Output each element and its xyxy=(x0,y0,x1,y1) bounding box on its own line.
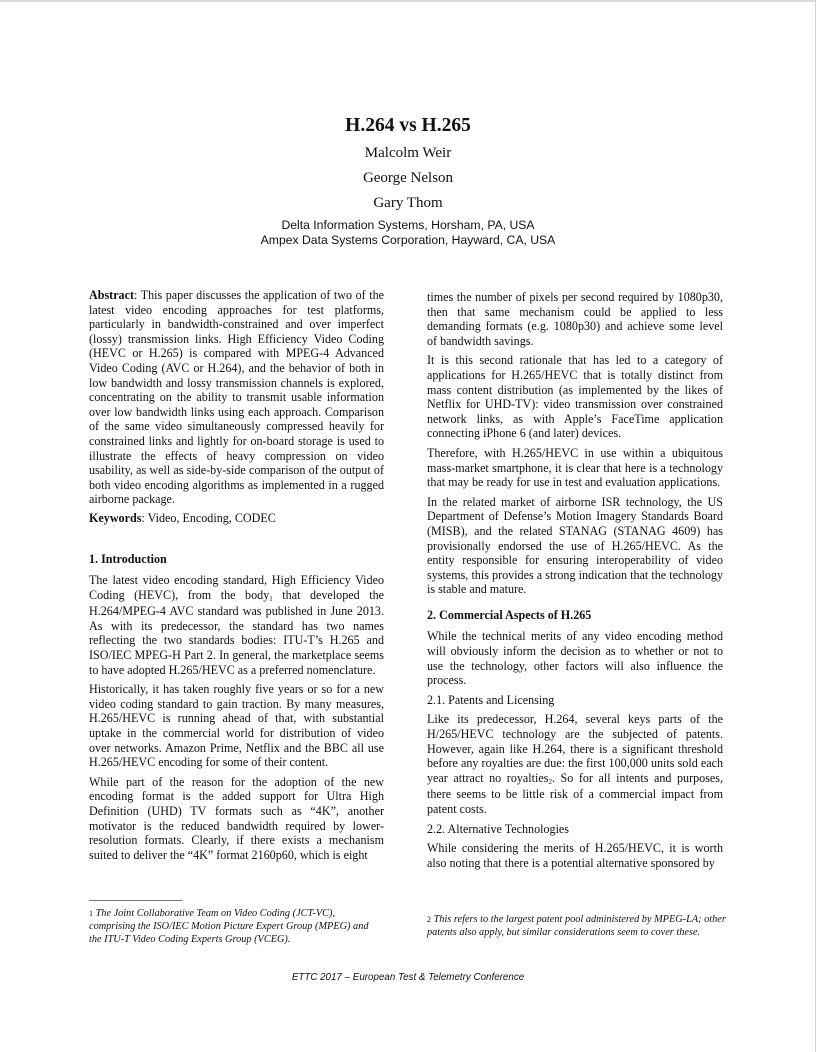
abstract-text: : This paper discusses the application of two of the latest video encoding approaches for test platforms, particularly in bandwidth-constrained and over imperfect (lossy) transmission links. High Efficiency Video Coding (HEVC or H.265) is compared with MPEG-4 Advanced Video Coding (AVC or H.264), and the behavior of both in low bandwidth and lossy transmission channels is explored, concentrating on the ability to transmit usable information over low bandwidth links using each approach. Comparison of the same video simultaneously compressed heavily for constrained links and lightly for on-board storage is used to illustrate the effects of heavy compression on video usability, as well as side-by-side comparison of the output of both video encoding algorithms as implemented in a rugged airborne package. xyxy=(89,288,384,507)
intro-paragraph-1-text-b: that developed the H.264/MPEG-4 AVC standard was published in June 2013. As with its predecessor, the standard has two names reflecting the two standards bodies: ITU-T’s H.265 and ISO/IEC MPEG-H Part 2. In general, the marketplace seems to have adopted H.265/HEVC as a preferred nomenclature. xyxy=(89,587,384,677)
subsection-2-2-heading: 2.2. Alternative Technologies xyxy=(427,821,570,836)
intro-paragraph-1-text-a: The latest video encoding standard, High Efficiency Video Coding (HEVC), from the body xyxy=(89,573,384,602)
intro-paragraph-2: Historically, it has taken roughly five years or so for a new video coding standard to gain traction. By many measures, H.265/HEVC is running ahead of that, with substantial uptake in the commercial world for distribution of video over networks. Amazon Prime, Netflix and the BBC all use H.265/HEVC encoding for some of their content. xyxy=(89,682,384,770)
section-1-heading: 1. Introduction xyxy=(89,551,167,566)
footnote-1 xyxy=(89,907,379,946)
right-paragraph-7: While considering the merits of H.265/HEVC, it is worth also noting that there is a potential alternative sponsored by xyxy=(427,841,723,870)
right-paragraph-6-text-b: . So for all intents and purposes, there seems to be little risk of a commercial impact from patent costs. xyxy=(427,770,724,816)
right-paragraph-2: It is this second rationale that has led to a category of applications for H.265/HEVC that is totally distinct from mass content distribution (as implemented by the likes of Netflix for UHD-TV): video transmission over constrained network links, as with Apple’s FaceTime application connecting iPhone 6 (and later) devices. xyxy=(427,353,723,441)
right-column xyxy=(427,290,723,875)
right-paragraph-6 xyxy=(427,712,723,816)
author-1: Malcolm Weir xyxy=(364,145,452,161)
subsection-2-1-heading: 2.1. Patents and Licensing xyxy=(427,692,555,707)
abstract-label: Abstract xyxy=(89,288,135,302)
footnote-ref-1: 1 xyxy=(269,594,273,603)
footnote-2-number: 2 xyxy=(427,915,431,924)
footnote-ref-2: 2 xyxy=(548,777,552,786)
footnote-2 xyxy=(427,913,727,939)
right-paragraph-4: In the related market of airborne ISR technology, the US Department of Defense’s Motion Imagery Standards Board (MISB), and the related STANAG (STANAG 4609) has provisionally endorsed the use of H.265/HEVC. As the entity responsible for ensuring interoperability of video systems, this provides a strong indication that the technology is stable and mature. xyxy=(427,494,723,597)
footnote-1-number: 1 xyxy=(89,909,93,918)
keywords xyxy=(89,511,384,526)
intro-paragraph-3: While part of the reason for the adoption of the new encoding format is the added support for Ultra High Definition (UHD) TV formats such as “4K”, another motivator is the reduced bandwidth required by lower-resolution formats. Clearly, if there exists a mechanism suited to deliver the “4K” format 2160p60, which is eight xyxy=(89,774,384,862)
section-2-heading: 2. Commercial Aspects of H.265 xyxy=(427,607,592,622)
keywords-text: : Video, Encoding, CODEC xyxy=(141,510,276,525)
footnote-2-text: This refers to the largest patent pool administered by MPEG-LA; other patents also apply, but similar considerations seem to cover these. xyxy=(427,914,726,938)
affiliation-1: Delta Information Systems, Horsham, PA, USA xyxy=(281,218,535,232)
intro-paragraph-1 xyxy=(89,573,384,677)
page-top-border xyxy=(0,0,816,2)
page-footer: ETTC 2017 – European Test & Telemetry Conference xyxy=(291,972,525,983)
footnote-divider xyxy=(89,900,182,901)
author-3: Gary Thom xyxy=(373,195,443,211)
footnote-1-text: The Joint Collaborative Team on Video Coding (JCT-VC), comprising the ISO/IEC Motion Picture Expert Group (MPEG) and the ITU-T Video Coding Experts Group (VCEG). xyxy=(89,908,369,945)
right-paragraph-6-text-a: Like its predecessor, H.264, several keys parts of the H/265/HEVC technology are the subjected of patents. However, again like H.264, there is a significant threshold before any royalties are due: the first 100,000 units sold each year attract no royalties xyxy=(427,712,723,785)
paper-title: H.264 vs H.265 xyxy=(345,115,471,136)
author-2: George Nelson xyxy=(362,170,454,186)
right-paragraph-1: times the number of pixels per second required by 1080p30, then that same mechanism could be applied to less demanding formats (e.g. 1080p30) and achieve some level of bandwidth savings. xyxy=(427,290,723,348)
affiliation-2: Ampex Data Systems Corporation, Hayward, CA, USA xyxy=(260,233,556,247)
left-column xyxy=(89,288,384,867)
right-paragraph-5: While the technical merits of any video encoding method will obviously inform the decision as to whether or not to use the technology, other factors will also influence the process. xyxy=(427,629,723,688)
keywords-label: Keywords xyxy=(89,510,142,525)
right-paragraph-3: Therefore, with H.265/HEVC in use within a ubiquitous mass-market smartphone, it is clear that here is a technology that may be ready for use in test and evaluation applications. xyxy=(427,445,723,490)
abstract xyxy=(89,288,384,507)
